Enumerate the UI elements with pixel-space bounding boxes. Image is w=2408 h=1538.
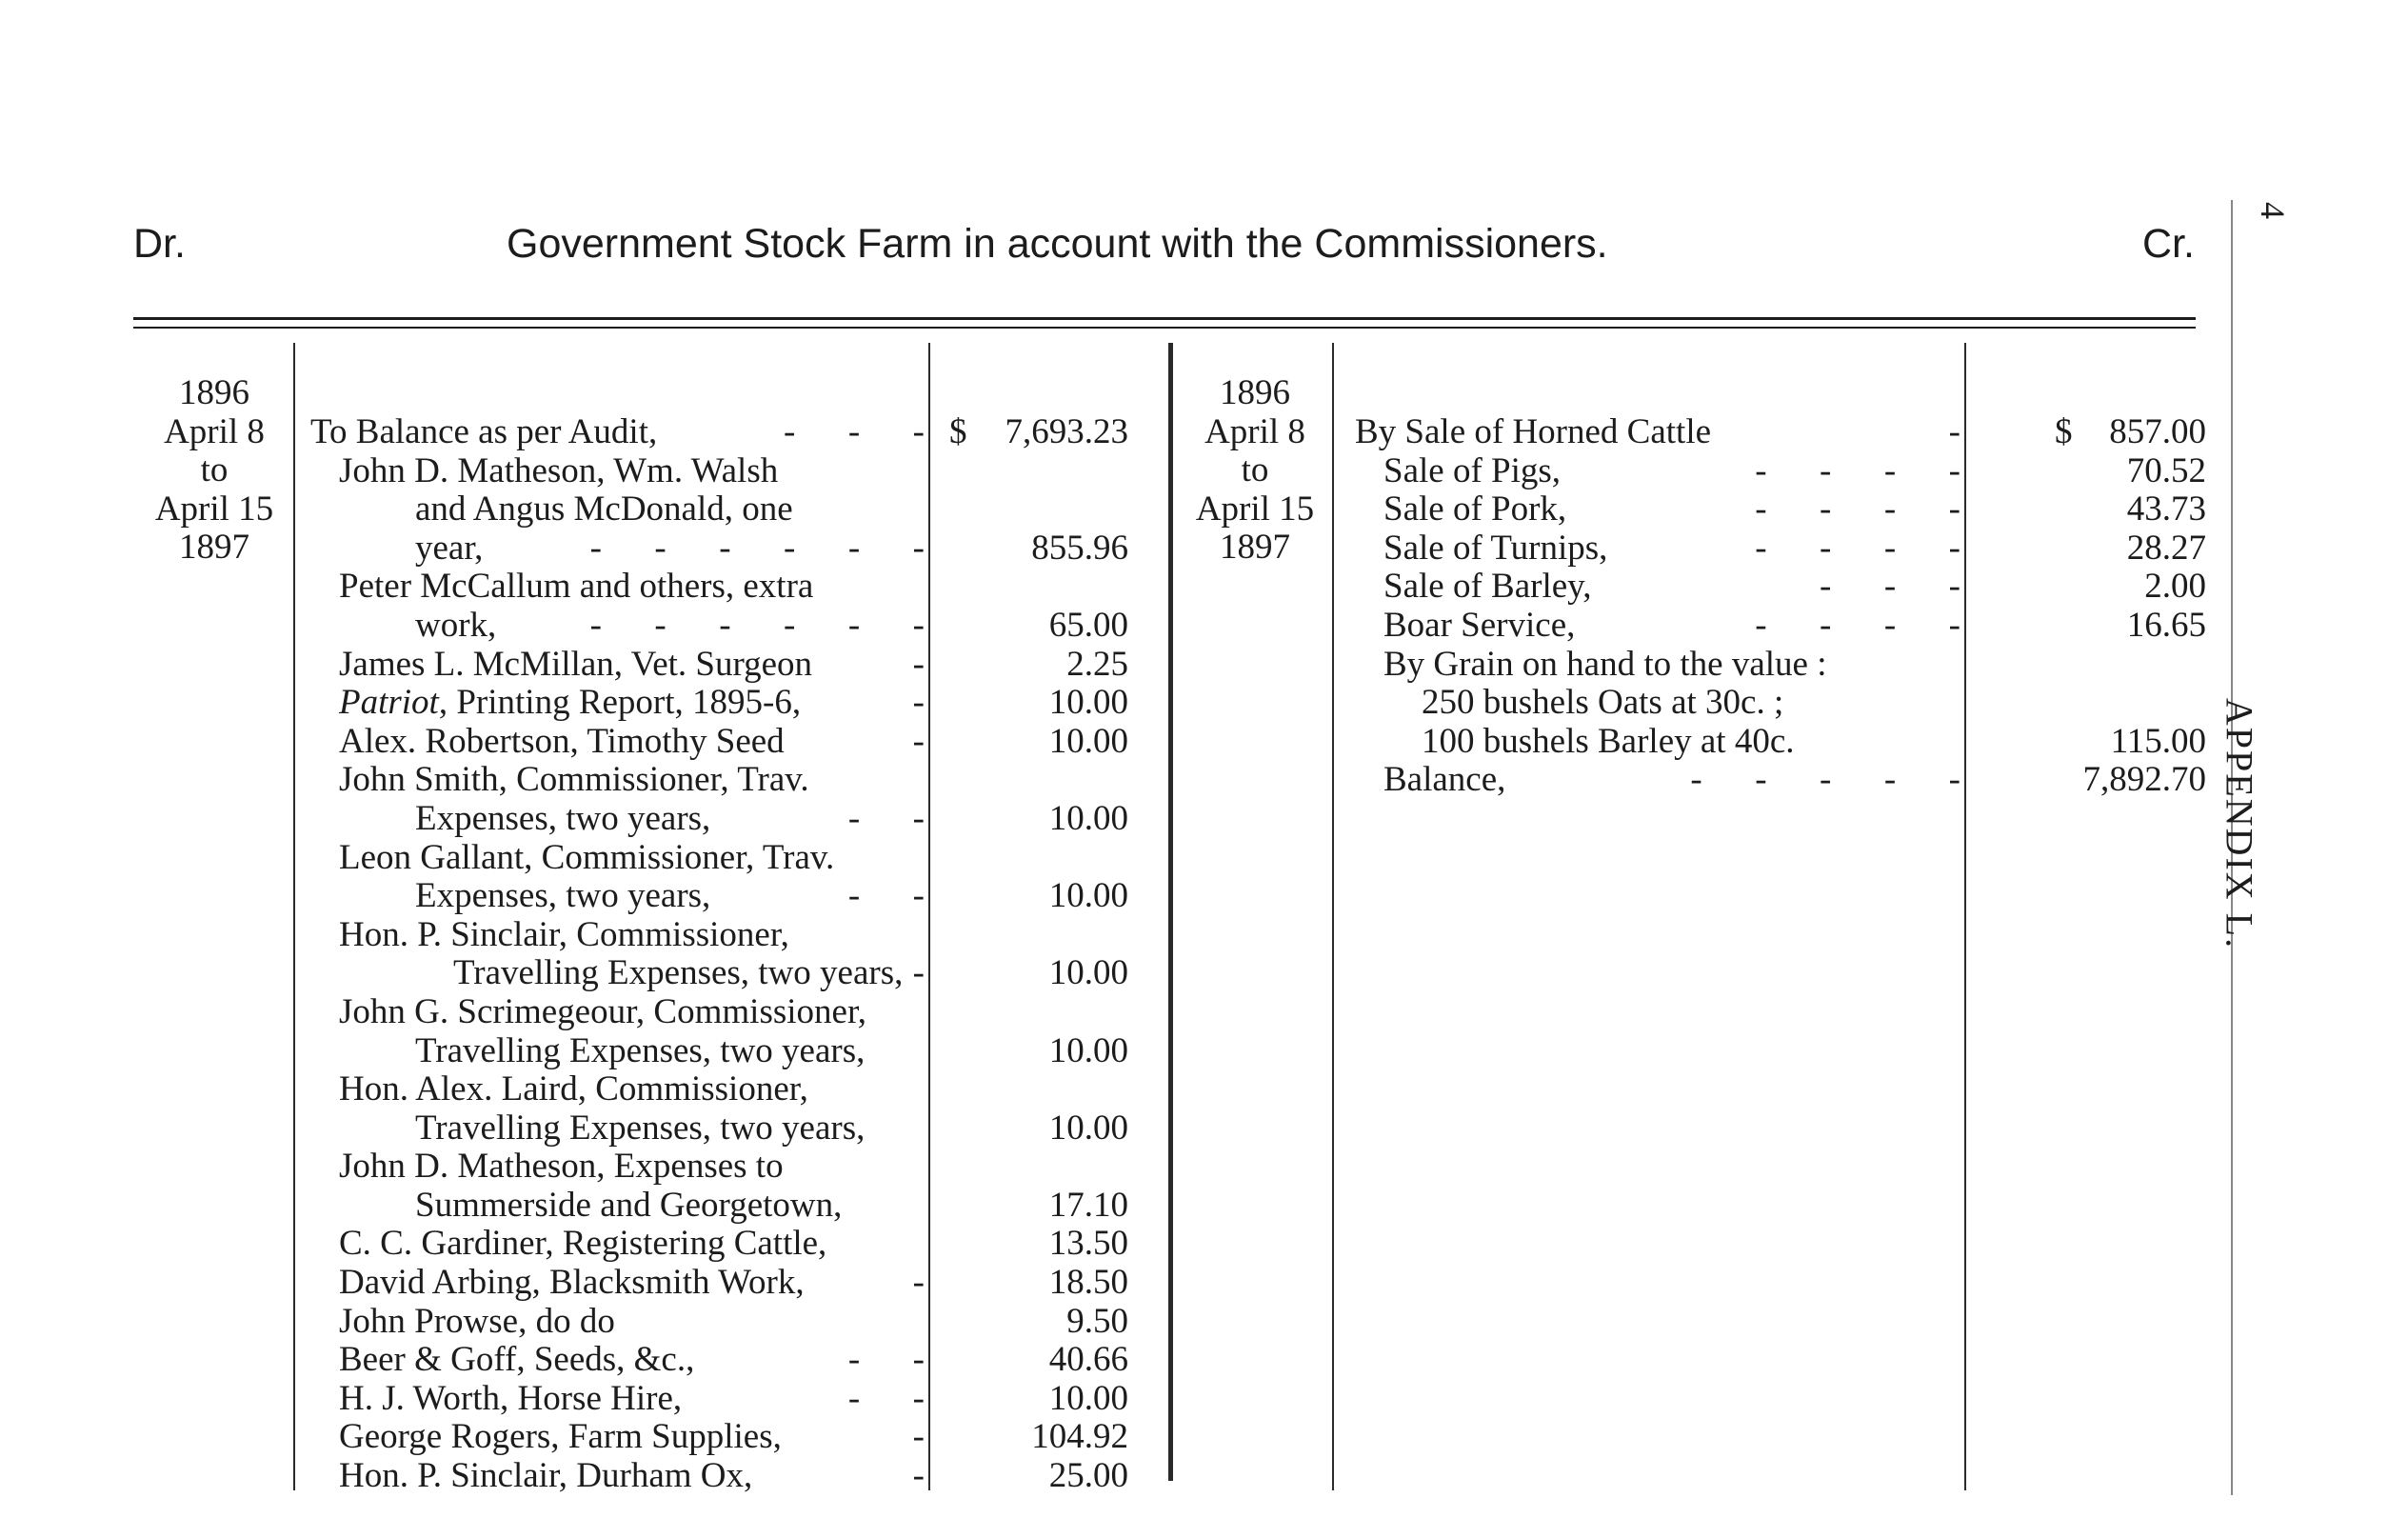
leader-dashes: -: [912, 1456, 925, 1496]
entry-amount: 10.00: [1048, 798, 1128, 838]
entry-amount: 43.73: [2126, 489, 2206, 529]
entry-line: [310, 413, 925, 452]
entry-line: [310, 761, 925, 800]
entry-text: Expenses, two years,: [415, 798, 711, 838]
date-line: 1896: [179, 373, 249, 412]
entry-text: Sale of Turnips,: [1383, 528, 1608, 568]
entry-line: [310, 877, 925, 916]
entry-text: John Prowse, do do: [339, 1301, 615, 1341]
entry-line: [310, 1109, 925, 1149]
leader-dashes: - - - - - -: [589, 605, 925, 645]
entry-amount: 10.00: [1048, 953, 1128, 993]
appendix-label: APPENDIX L.: [2218, 697, 2261, 950]
entry-amount: 7,892.70: [2082, 760, 2206, 800]
entry-amount: 40.66: [1048, 1340, 1128, 1380]
entry-line: [310, 1341, 925, 1380]
entry-line: [1355, 490, 1960, 529]
entry-line: [310, 916, 925, 955]
leader-dashes: -: [912, 721, 925, 761]
entry-line: [310, 993, 925, 1032]
entry-line: [310, 452, 925, 491]
entry-line: [310, 1148, 925, 1187]
entry-amount: 10.00: [1048, 876, 1128, 916]
entry-line: [310, 800, 925, 839]
debit-amounts: [971, 413, 1128, 1496]
entry-amount: 10.00: [1048, 1108, 1128, 1148]
entry-amount: 10.00: [1048, 721, 1128, 761]
entry-text: Leon Gallant, Commissioner, Trav.: [339, 837, 835, 877]
entry-text: H. J. Worth, Horse Hire,: [339, 1378, 683, 1418]
debit-amount-column-rule: [928, 343, 930, 1490]
credit-date-range: [1169, 374, 1341, 568]
entry-line: [310, 490, 925, 529]
entry-line: [310, 1187, 925, 1226]
entry-amount: [971, 452, 1128, 491]
credit-amount-column-rule: [1964, 343, 1966, 1490]
entry-amount: 13.50: [1048, 1224, 1128, 1264]
entry-text: Peter McCallum and others, extra: [339, 567, 814, 607]
entry-text: Hon. P. Sinclair, Commissioner,: [339, 914, 789, 954]
debit-entries: [310, 413, 925, 1496]
entry-text: and Angus McDonald, one: [415, 489, 793, 529]
entry-amount: [971, 916, 1128, 955]
date-line: 1897: [179, 528, 249, 568]
entry-text: C. C. Gardiner, Registering Cattle,: [339, 1224, 827, 1264]
leader-dashes: -: [912, 953, 925, 993]
date-line: 1896: [1220, 373, 1290, 412]
entry-amount: 857.00: [2109, 412, 2206, 451]
entry-text: 250 bushels Oats at 30c. ;: [1422, 683, 1784, 723]
entry-line: [310, 723, 925, 762]
leader-dashes: -: [912, 1263, 925, 1303]
entry-line: [310, 1457, 925, 1496]
entry-text: Travelling Expenses, two years,: [415, 1108, 866, 1148]
date-line: to: [200, 450, 229, 490]
entry-text: 100 bushels Barley at 40c.: [1422, 721, 1795, 761]
debit-currency-symbol: $: [949, 412, 967, 451]
entry-text: Patriot, Printing Report, 1895-6,: [339, 683, 802, 723]
date-line: April 15: [1195, 489, 1315, 529]
leader-dashes: - - -: [1820, 567, 1960, 607]
entry-text: John D. Matheson, Wm. Walsh: [339, 450, 779, 490]
entry-text: Travelling Expenses, two years,: [415, 1030, 866, 1070]
entry-line: [310, 607, 925, 646]
page-number: 4: [2254, 202, 2292, 219]
leader-dashes: - -: [847, 798, 925, 838]
entry-text: Beer & Goff, Seeds, &c.,: [339, 1340, 695, 1380]
entry-text: By Sale of Horned Cattle: [1355, 412, 1712, 451]
date-line: 1897: [1220, 528, 1290, 568]
entry-amount: 9.50: [1066, 1301, 1128, 1341]
entry-text: David Arbing, Blacksmith Work,: [339, 1263, 805, 1303]
leader-dashes: - - -: [784, 412, 925, 451]
debit-heading: Dr.: [133, 221, 186, 267]
entry-text: To Balance as per Audit,: [310, 412, 658, 451]
date-line: April 15: [154, 489, 274, 529]
entry-text: year,: [415, 528, 484, 568]
entry-amount: [2061, 646, 2206, 685]
entry-text: Summerside and Georgetown,: [415, 1185, 843, 1225]
entry-line: [1355, 568, 1960, 607]
entry-line: [1355, 413, 1960, 452]
entry-amount: 855.96: [1031, 528, 1128, 568]
leader-dashes: -: [912, 1417, 925, 1457]
entry-amount: 10.00: [1048, 1378, 1128, 1418]
entry-line: [310, 529, 925, 569]
entry-text: John Smith, Commissioner, Trav.: [339, 760, 809, 800]
entry-text: Sale of Pigs,: [1383, 450, 1562, 490]
date-line: April 8: [164, 411, 265, 451]
entry-amount: 115.00: [2110, 721, 2206, 761]
entry-line: [310, 954, 925, 993]
entry-amount: [971, 1070, 1128, 1109]
leader-dashes: - - - -: [1755, 450, 1960, 490]
entry-line: [1355, 684, 1960, 723]
entry-line: [310, 568, 925, 607]
entry-amount: [2061, 684, 2206, 723]
entry-line: [310, 646, 925, 685]
entry-amount: [971, 1148, 1128, 1187]
entry-line: [1355, 723, 1960, 762]
leader-dashes: - - - -: [1755, 489, 1960, 529]
leader-dashes: -: [912, 683, 925, 723]
credit-currency-symbol: $: [2055, 412, 2073, 451]
entry-line: [1355, 452, 1960, 491]
entry-amount: 65.00: [1048, 605, 1128, 645]
entry-text: Boar Service,: [1383, 605, 1576, 645]
entry-text: Travelling Expenses, two years,: [453, 953, 904, 993]
entry-text: Sale of Pork,: [1383, 489, 1567, 529]
entry-amount: 70.52: [2126, 450, 2206, 490]
entry-line: [1355, 646, 1960, 685]
entry-line: [1355, 529, 1960, 569]
debit-date-range: [129, 374, 300, 568]
entry-line: [310, 1070, 925, 1109]
entry-line: [1355, 607, 1960, 646]
leader-dashes: - - - - -: [1690, 760, 1960, 800]
leader-dashes: - -: [847, 1340, 925, 1380]
leader-dashes: - - - - - -: [589, 528, 925, 568]
entry-line: [310, 1303, 925, 1342]
entry-amount: 25.00: [1048, 1456, 1128, 1496]
leader-dashes: - - - -: [1755, 605, 1960, 645]
credit-entries: [1355, 413, 1960, 800]
entry-amount: [971, 993, 1128, 1032]
header-rule-top: [133, 317, 2196, 320]
entry-amount: 2.00: [2144, 567, 2206, 607]
entry-line: [310, 1418, 925, 1457]
credit-heading: Cr.: [2142, 221, 2195, 267]
leader-dashes: -: [1948, 412, 1960, 451]
entry-text: Sale of Barley,: [1383, 567, 1592, 607]
date-line: April 8: [1204, 411, 1305, 451]
entry-line: [310, 1032, 925, 1071]
entry-line: [310, 839, 925, 878]
entry-text: John D. Matheson, Expenses to: [339, 1147, 784, 1187]
entry-text: John G. Scrimegeour, Commissioner,: [339, 991, 867, 1031]
entry-text: Hon. Alex. Laird, Commissioner,: [339, 1069, 808, 1109]
entry-amount: 16.65: [2126, 605, 2206, 645]
entry-text: work,: [415, 605, 497, 645]
entry-text: Balance,: [1383, 760, 1506, 800]
entry-amount: 18.50: [1048, 1263, 1128, 1303]
entry-text: By Grain on hand to the value :: [1383, 644, 1827, 684]
entry-text: George Rogers, Farm Supplies,: [339, 1417, 782, 1457]
entry-line: [310, 1380, 925, 1419]
leader-dashes: - -: [847, 876, 925, 916]
entry-text: Alex. Robertson, Timothy Seed: [339, 721, 785, 761]
entry-text: Hon. P. Sinclair, Durham Ox,: [339, 1456, 753, 1496]
leader-dashes: -: [912, 644, 925, 684]
entry-amount: 17.10: [1048, 1185, 1128, 1225]
entry-amount: [971, 839, 1128, 878]
entry-line: [1355, 761, 1960, 800]
entry-amount: 10.00: [1048, 683, 1128, 723]
entry-text: James L. McMillan, Vet. Surgeon: [339, 644, 813, 684]
entry-amount: [971, 761, 1128, 800]
leader-dashes: - - - -: [1755, 528, 1960, 568]
entry-amount: 2.25: [1066, 644, 1128, 684]
entry-amount: [971, 568, 1128, 607]
credit-amounts: [2061, 413, 2206, 800]
entry-amount: [971, 490, 1128, 529]
header-rule-bottom: [133, 327, 2196, 329]
entry-amount: 28.27: [2126, 528, 2206, 568]
entry-line: [310, 684, 925, 723]
entry-text: Expenses, two years,: [415, 876, 711, 916]
entry-amount: 7,693.23: [1005, 412, 1128, 451]
entry-amount: 10.00: [1048, 1030, 1128, 1070]
page-title: Government Stock Farm in account with the Commissioners.: [507, 221, 1608, 267]
entry-amount: 104.92: [1031, 1417, 1128, 1457]
entry-line: [310, 1264, 925, 1303]
entry-line: [310, 1225, 925, 1264]
leader-dashes: - -: [847, 1378, 925, 1418]
date-line: to: [1241, 450, 1269, 490]
